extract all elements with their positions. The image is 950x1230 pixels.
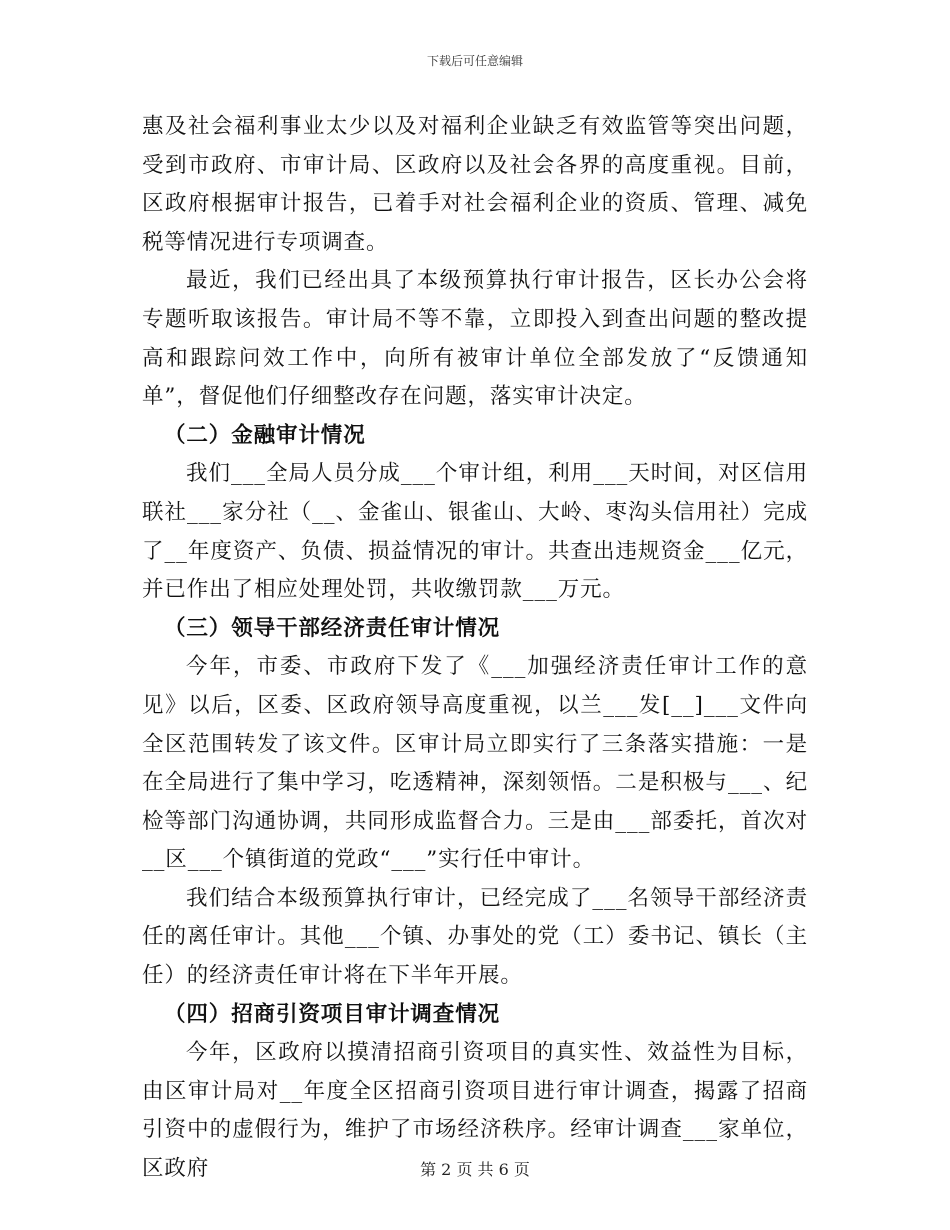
section-heading: （四）招商引资项目审计调查情况 xyxy=(164,1001,501,1027)
paragraph: 今年，区政府以摸清招商引资项目的真实性、效益性为目标，由区审计局对__年度全区招商引资项目进行审计调查，揭露了招商引资中的虚假行为，维护了市场经济秩序。经审计调查___家单位，区政府 xyxy=(142,1040,808,1182)
section-heading: （三）领导干部经济责任审计情况 xyxy=(164,615,501,641)
paragraph: 惠及社会福利事业太少以及对福利企业缺乏有效监管等突出问题，受到市政府、市审计局、区政府以及社会各界的高度重视。目前，区政府根据审计报告，已着手对社会福利企业的资质、管理、减免税等情况进行专项调查。 xyxy=(142,114,808,255)
page-header: 下载后可任意编辑 xyxy=(426,54,523,68)
paragraph: 我们结合本级预算执行审计，已经完成了___名领导干部经济责任的离任审计。其他___个镇、办事处的党（工）委书记、镇长（主任）的经济责任审计将在下半年开展。 xyxy=(142,885,808,989)
paragraph: 今年，市委、市政府下发了《___加强经济责任审计工作的意见》以后，区委、区政府领导高度重视，以兰___发[__]___文件向全区范围转发了该文件。区审计局立即实行了三条落实措施：一是在全局进行了集中学习，吃透精神，深刻领悟。二是积极与___、纪检等部门沟通协调，共同形成监督合力。三是由___部委托，首次对__区___个镇街道的党政“___”实行任中审计。 xyxy=(142,654,808,873)
paragraph: 我们___全局人员分成___个审计组，利用___天时间，对区信用联社___家分社（__、金雀山、银雀山、大岭、枣沟头信用社）完成了__年度资产、负债、损益情况的审计。共查出违规资金___亿元，并已作出了相应处理处罚，共收缴罚款___万元。 xyxy=(142,461,808,603)
document-body xyxy=(142,108,808,1189)
page-number: 第 2 页 共 6 页 xyxy=(420,1160,530,1179)
section-heading: （二）金融审计情况 xyxy=(164,422,366,448)
paragraph: 最近，我们已经出具了本级预算执行审计报告，区长办公会将专题听取该报告。审计局不等不靠，立即投入到查出问题的整改提高和跟踪问效工作中，向所有被审计单位全部发放了“反馈通知单”，督促他们仔细整改存在问题，落实审计决定。 xyxy=(142,268,808,410)
